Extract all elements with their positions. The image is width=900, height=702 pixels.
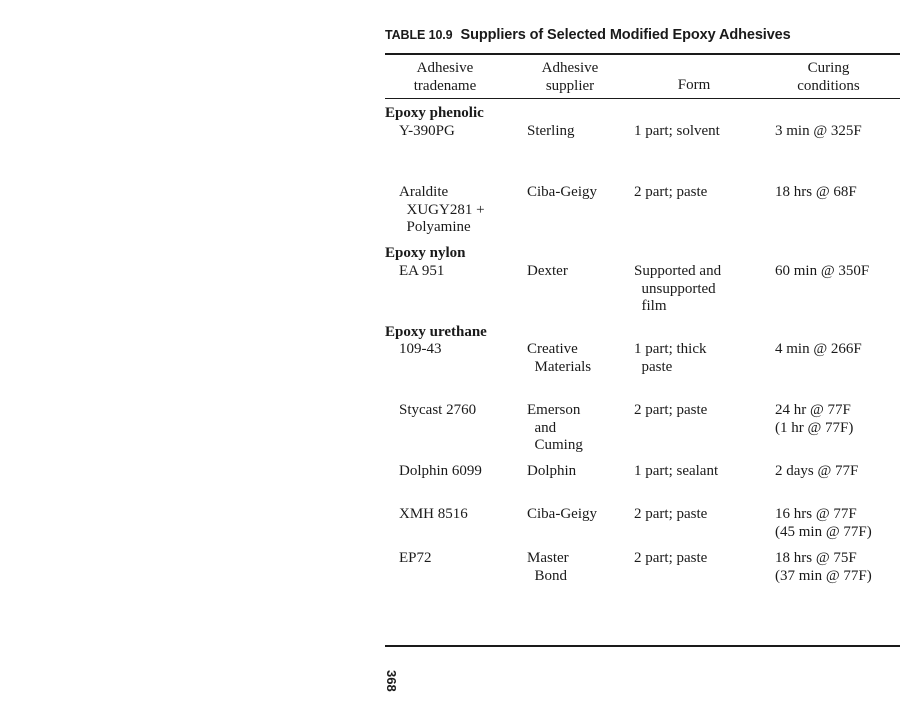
header-rule xyxy=(385,98,900,99)
cell-form: 2 part; paste xyxy=(634,402,708,418)
cell-curing: 2 days @ 77F xyxy=(775,463,859,479)
cell-tradename: Y-390PG xyxy=(399,123,455,139)
cell-form: 1 part; solvent xyxy=(634,123,720,139)
header-tradename: Adhesive tradename xyxy=(413,60,477,94)
cell-tradename: Araldite XUGY281 + Polyamine xyxy=(399,184,485,235)
cell-supplier: Dexter xyxy=(527,263,568,279)
cell-supplier: Ciba-Geigy xyxy=(527,184,597,200)
top-rule xyxy=(385,53,900,55)
cell-form: 1 part; thick paste xyxy=(634,341,707,375)
group-heading: Epoxy urethane xyxy=(385,324,487,340)
cell-tradename: 109-43 xyxy=(399,341,442,357)
cell-form: 2 part; paste xyxy=(634,184,708,200)
cell-tradename: XMH 8516 xyxy=(399,506,468,522)
cell-form: 2 part; paste xyxy=(634,550,708,566)
group-heading: Epoxy nylon xyxy=(385,245,466,261)
cell-supplier: Ciba-Geigy xyxy=(527,506,597,522)
cell-supplier: Creative Materials xyxy=(527,341,592,375)
cell-supplier: Sterling xyxy=(527,123,575,139)
cell-curing: 4 min @ 266F xyxy=(775,341,862,357)
cell-curing: 18 hrs @ 68F xyxy=(775,184,857,200)
cell-supplier: Dolphin xyxy=(527,463,577,479)
group-heading: Epoxy phenolic xyxy=(385,105,484,121)
cell-tradename: EP72 xyxy=(399,550,432,566)
table-number: TABLE 10.9 xyxy=(385,28,453,42)
cell-supplier: Master Bond xyxy=(527,550,569,584)
cell-tradename: Stycast 2760 xyxy=(399,402,477,418)
cell-curing: 3 min @ 325F xyxy=(775,123,862,139)
header-curing: Curing conditions xyxy=(797,60,860,94)
cell-form: 2 part; paste xyxy=(634,506,708,522)
header-form: Form xyxy=(677,77,711,93)
cell-curing: 24 hr @ 77F (1 hr @ 77F) xyxy=(775,402,854,436)
cell-form: Supported and unsupported film xyxy=(634,263,722,314)
cell-tradename: EA 951 xyxy=(399,263,445,279)
cell-tradename: Dolphin 6099 xyxy=(399,463,482,479)
cell-curing: 60 min @ 350F xyxy=(775,263,870,279)
header-supplier: Adhesive supplier xyxy=(541,60,599,94)
cell-curing: 16 hrs @ 77F (45 min @ 77F) xyxy=(775,506,872,540)
cell-supplier: Emerson and Cuming xyxy=(527,402,583,453)
cell-curing: 18 hrs @ 75F (37 min @ 77F) xyxy=(775,550,872,584)
table-title: Suppliers of Selected Modified Epoxy Adhesives xyxy=(460,27,791,43)
page-number: 368 xyxy=(384,670,399,692)
table-caption xyxy=(385,27,791,43)
cell-form: 1 part; sealant xyxy=(634,463,719,479)
bottom-rule xyxy=(385,645,900,647)
